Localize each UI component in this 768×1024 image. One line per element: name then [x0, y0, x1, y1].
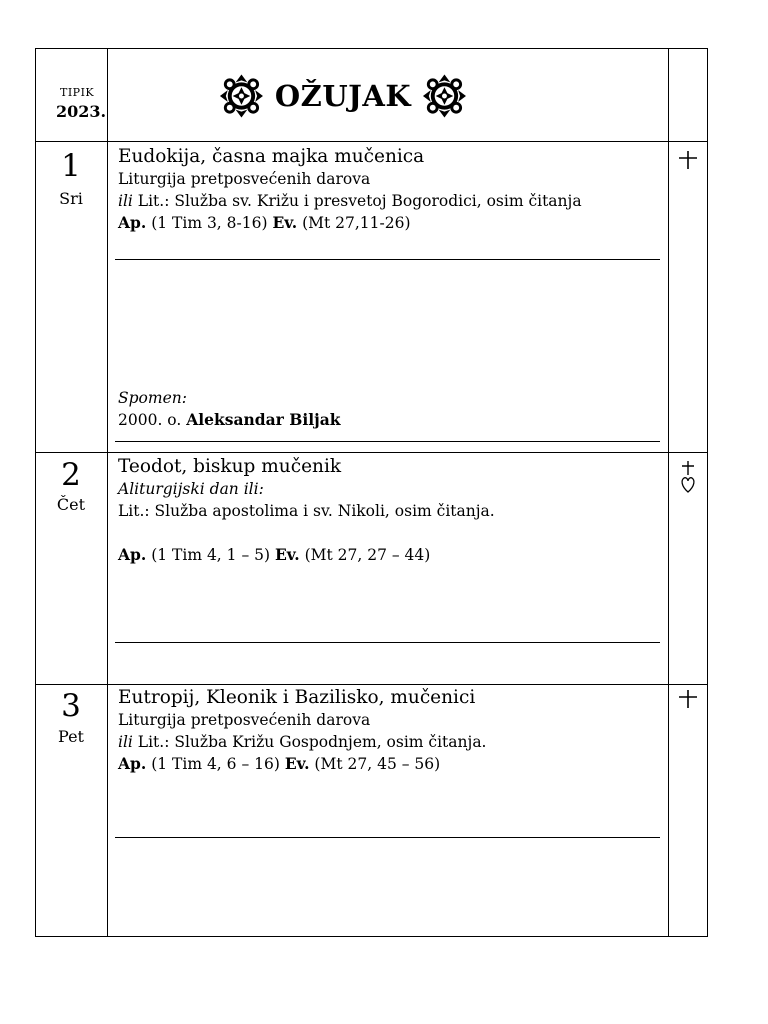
liturgy-line: Liturgija pretposvećenih darova — [118, 711, 371, 729]
alt-italic: ili — [118, 192, 133, 210]
liturgy-alt-line — [118, 731, 663, 753]
memorial-name: Aleksandar Biljak — [186, 410, 341, 429]
saint-title: Teodot, biskup mučenik — [118, 456, 342, 477]
table-border-bottom — [35, 936, 708, 937]
year-label: 2023. — [56, 102, 107, 121]
ev-label: Ev. — [272, 213, 298, 232]
day-number: 2 — [61, 457, 81, 493]
memorial-line — [118, 409, 663, 431]
memorial-year: 2000. o. — [118, 411, 187, 429]
readings-line — [118, 753, 663, 775]
saint-title: Eudokija, časna majka mučenica — [118, 146, 425, 167]
ev-label: Ev. — [284, 754, 310, 773]
ev-reference: (Mt 27, 27 – 44) — [299, 546, 431, 564]
day-entry — [118, 455, 663, 566]
saint-title: Eutropij, Kleonik i Bazilisko, mučenici — [118, 687, 476, 708]
weekday: Sri — [59, 189, 83, 208]
memorial-section — [118, 387, 663, 431]
spomen-label: Spomen: — [118, 389, 187, 407]
alt-text: Lit.: Služba Križu Gospodnjem, osim čitanja. — [132, 733, 487, 751]
notes-rule — [115, 642, 660, 643]
header-divider — [35, 141, 708, 142]
ap-reference: (1 Tim 4, 1 – 5) — [146, 546, 275, 564]
ap-reference: (1 Tim 3, 8-16) — [146, 214, 273, 232]
readings-line — [118, 544, 663, 566]
liturgy-alt-line — [118, 190, 663, 212]
ap-label: Ap. — [118, 545, 147, 564]
cross-heart-icon — [668, 459, 708, 499]
memorial-rule — [115, 441, 660, 442]
column-divider-date — [107, 48, 108, 937]
readings-line — [118, 212, 663, 234]
ev-reference: (Mt 27,11-26) — [297, 214, 411, 232]
liturgy-line: Lit.: Služba apostolima i sv. Nikoli, osim čitanja. — [118, 502, 495, 520]
row-divider-1 — [35, 452, 708, 453]
month-header — [218, 66, 468, 126]
month-title: OŽUJAK — [274, 79, 412, 113]
liturgy-line: Liturgija pretposvećenih darova — [118, 170, 371, 188]
ev-reference: (Mt 27, 45 – 56) — [309, 755, 441, 773]
day-number: 3 — [61, 688, 81, 724]
cross-icon — [668, 149, 708, 175]
ap-label: Ap. — [118, 754, 147, 773]
day-entry — [118, 145, 663, 234]
notes-rule — [115, 259, 660, 260]
ornament-right-icon — [421, 72, 468, 120]
cross-icon — [668, 688, 708, 714]
calendar-table — [35, 48, 708, 937]
row-divider-2 — [35, 684, 708, 685]
weekday: Čet — [56, 495, 86, 514]
alt-italic: ili — [118, 733, 133, 751]
ap-reference: (1 Tim 4, 6 – 16) — [146, 755, 285, 773]
weekday: Pet — [58, 727, 84, 746]
ornament-left-icon — [218, 72, 265, 120]
ev-label: Ev. — [274, 545, 300, 564]
aliturgical-line: Aliturgijski dan ili: — [118, 480, 264, 498]
notes-rule — [115, 837, 660, 838]
alt-text: Lit.: Služba sv. Križu i presvetoj Bogorodici, osim čitanja — [132, 192, 582, 210]
tipik-label: TIPIK — [60, 86, 95, 99]
day-entry — [118, 686, 663, 775]
day-number: 1 — [61, 148, 81, 184]
ap-label: Ap. — [118, 213, 147, 232]
table-border-top — [35, 48, 708, 49]
